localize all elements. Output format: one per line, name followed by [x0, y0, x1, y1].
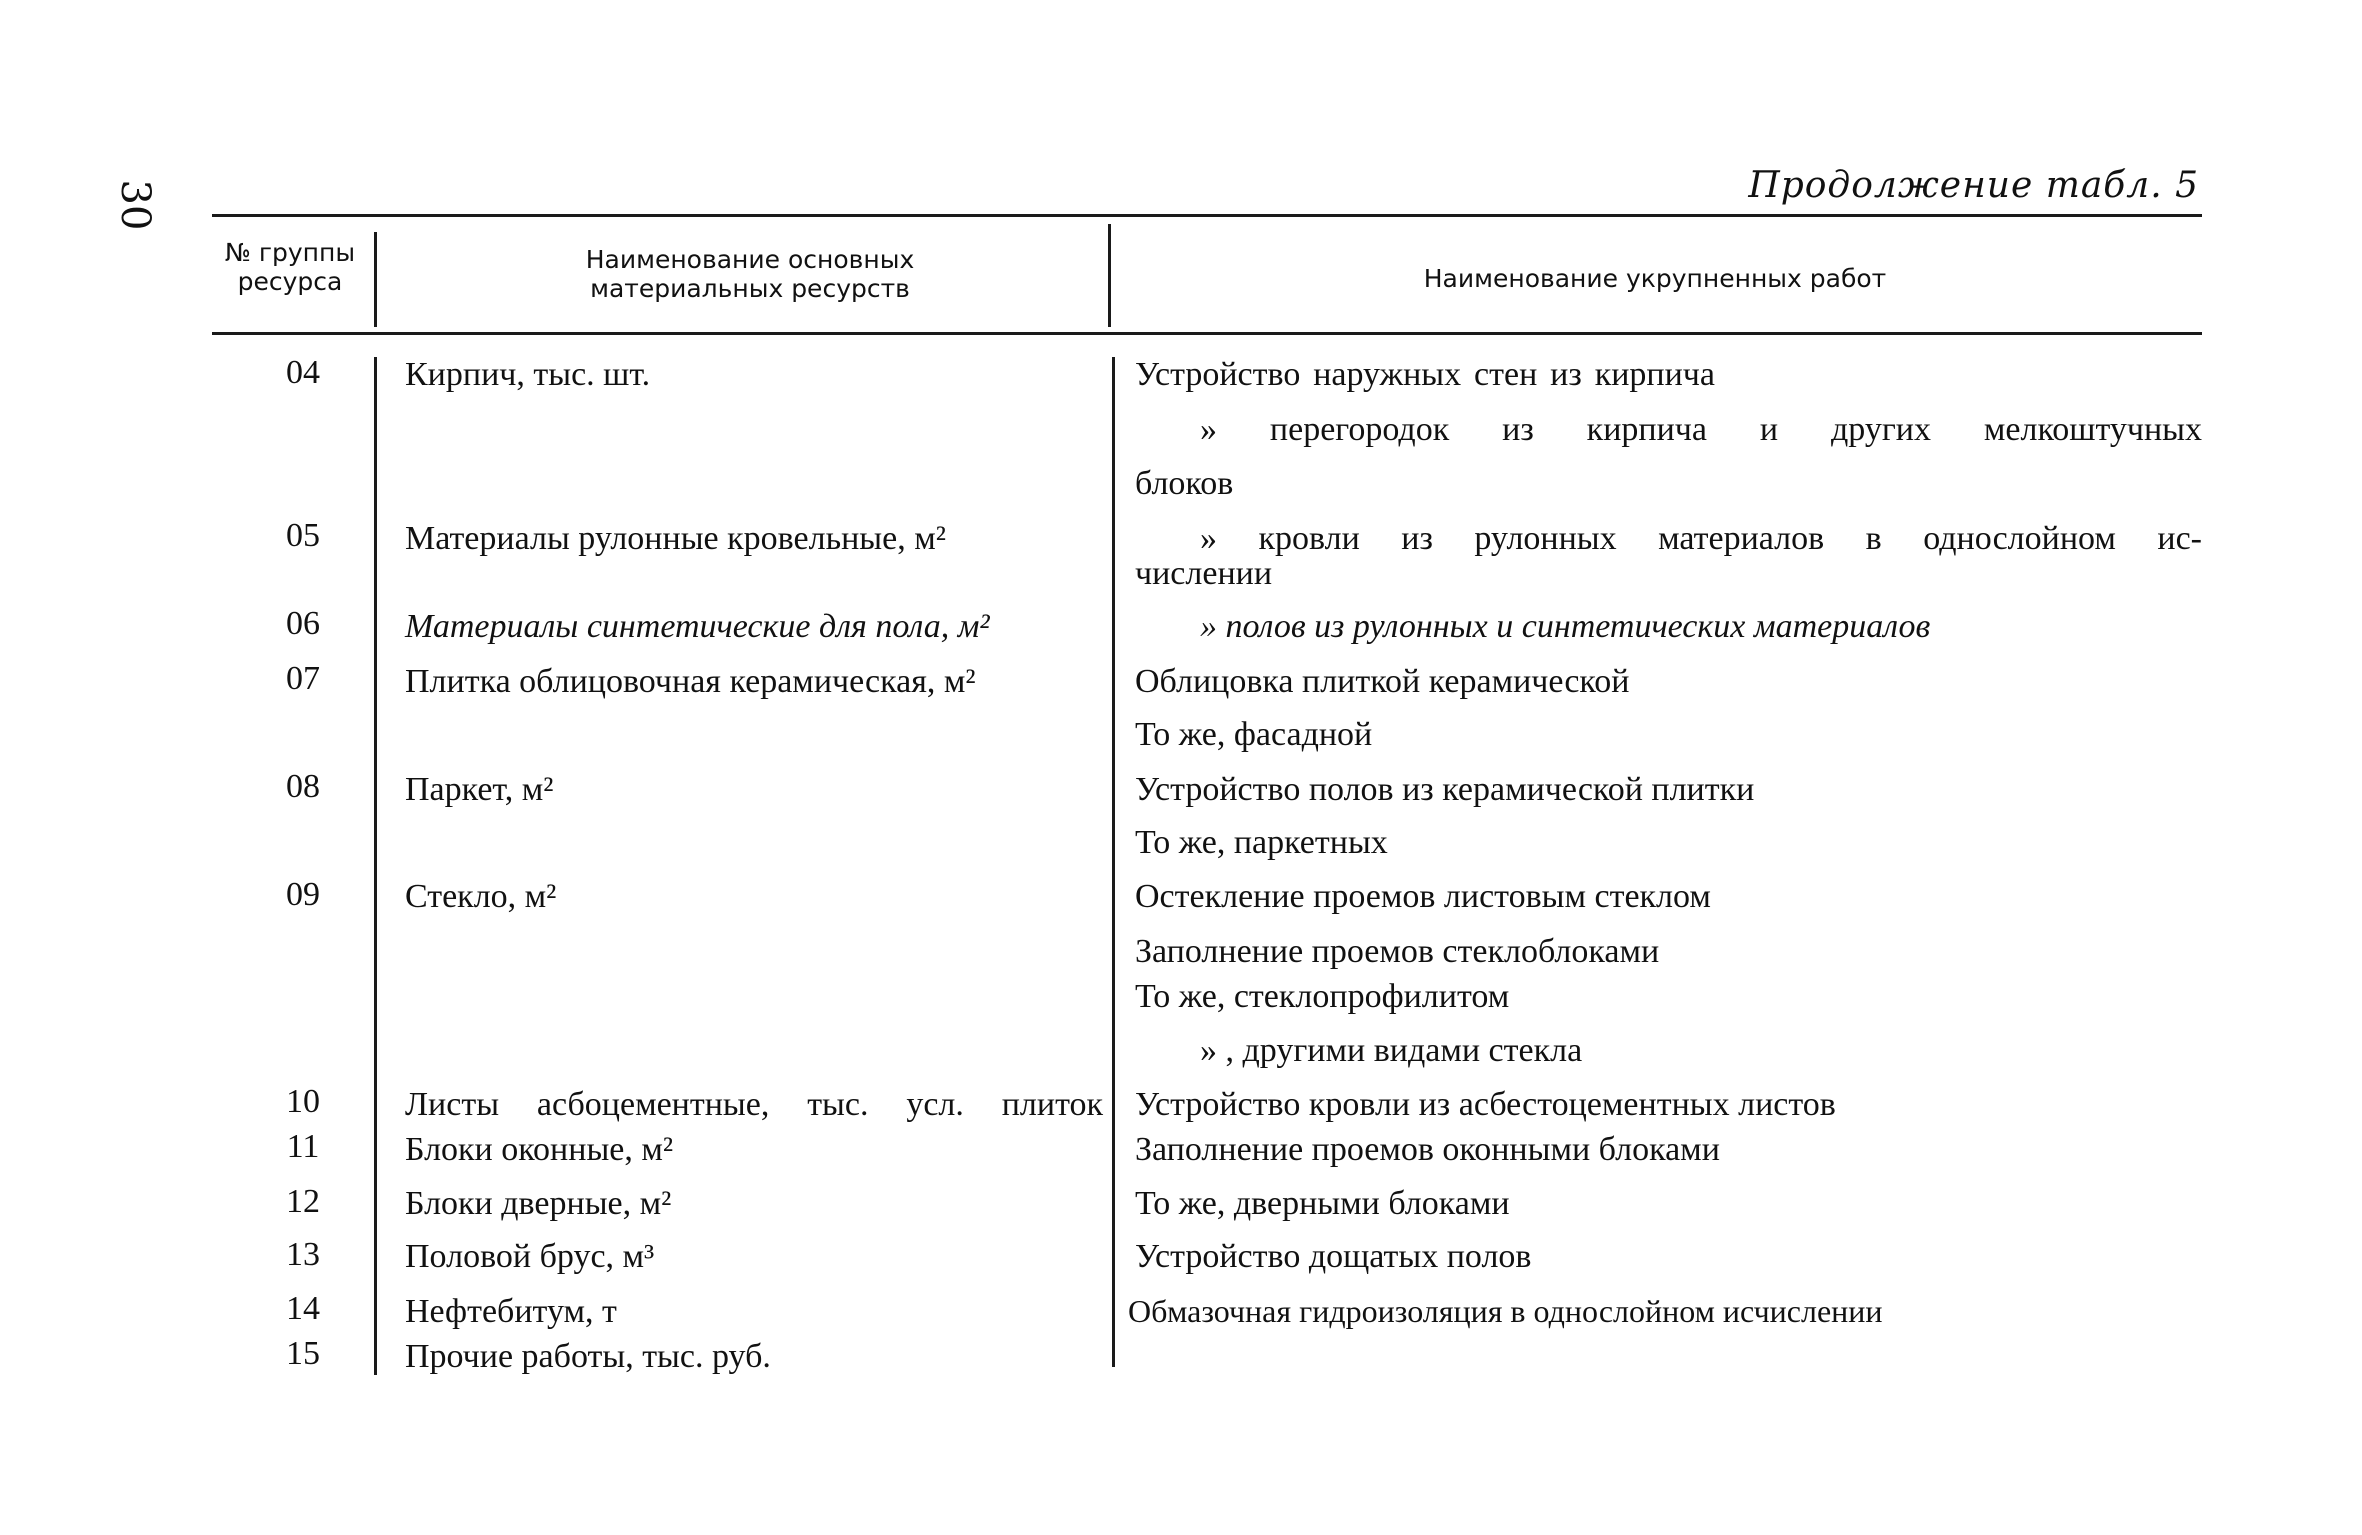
work-line: » перегородок из кирпича и других мелкоштучных	[1200, 411, 2202, 448]
resource-name: Кирпич, тыс. шт.	[405, 356, 651, 393]
work-line: Заполнение проемов стеклоблоками	[1135, 933, 1660, 970]
resource-name: Листы асбоцементные, тыс. усл. плиток	[405, 1086, 1103, 1123]
table-header-rule	[212, 332, 2202, 335]
work-line: блоков	[1135, 465, 1234, 502]
header-works: Наименование укрупненных работ	[1423, 264, 1887, 293]
work-line: То же, стеклопрофилитом	[1135, 978, 1510, 1015]
group-number: 05	[286, 517, 320, 554]
work-line: То же, дверными блоками	[1135, 1185, 1510, 1222]
group-number: 08	[286, 768, 320, 805]
work-line: То же, паркетных	[1135, 824, 1388, 861]
work-line: Устройство кровли из асбестоцементных листов	[1135, 1086, 1836, 1123]
group-number: 13	[286, 1236, 320, 1273]
table-top-rule	[212, 214, 2202, 217]
resource-name: Плитка облицовочная керамическая, м²	[405, 663, 976, 700]
work-line: Облицовка плиткой керамической	[1135, 663, 1630, 700]
group-number: 12	[286, 1183, 320, 1220]
group-number: 10	[286, 1083, 320, 1120]
work-line: числении	[1135, 555, 1273, 592]
table-continuation-caption: Продолжение табл. 5	[1748, 165, 2199, 206]
group-number: 15	[286, 1335, 320, 1372]
work-line: Устройство наружных стен из кирпича	[1135, 356, 1715, 393]
work-line: » , другими видами стекла	[1200, 1032, 1583, 1069]
work-line: Обмазочная гидроизоляция в однослойном исчислении	[1128, 1293, 1883, 1329]
header-divider-2	[1108, 224, 1111, 327]
group-number: 07	[286, 660, 320, 697]
resource-name: Прочие работы, тыс. руб.	[405, 1338, 771, 1375]
resource-name: Материалы синтетические для пола, м²	[405, 608, 990, 645]
header-resources: Наименование основных материальных ресурств	[585, 245, 915, 303]
resource-name: Стекло, м²	[405, 878, 557, 915]
resource-name: Блоки оконные, м²	[405, 1131, 674, 1168]
group-number: 04	[286, 354, 320, 391]
header-divider-1	[374, 232, 377, 327]
resource-name: Блоки дверные, м²	[405, 1185, 672, 1222]
group-number: 14	[286, 1290, 320, 1327]
work-line: Остекление проемов листовым стеклом	[1135, 878, 1711, 915]
body-divider-1	[374, 357, 377, 1375]
work-line: То же, фасадной	[1135, 716, 1373, 753]
group-number: 11	[286, 1128, 320, 1165]
resource-name: Паркет, м²	[405, 771, 554, 808]
header-group-number: № группы ресурса	[224, 238, 356, 296]
work-line: » кровли из рулонных материалов в однослойном ис-	[1200, 520, 2202, 557]
resource-name: Материалы рулонные кровельные, м²	[405, 520, 946, 557]
work-line: » полов из рулонных и синтетических материалов	[1200, 608, 1931, 645]
work-line: Устройство полов из керамической плитки	[1135, 771, 1755, 808]
body-divider-2	[1112, 357, 1115, 1367]
page-number: 30	[112, 179, 158, 231]
group-number: 06	[286, 605, 320, 642]
group-number: 09	[286, 876, 320, 913]
work-line: Заполнение проемов оконными блоками	[1135, 1131, 1720, 1168]
resource-name: Нефтебитум, т	[405, 1293, 617, 1330]
work-line: Устройство дощатых полов	[1135, 1238, 1532, 1275]
resource-name: Половой брус, м³	[405, 1238, 655, 1275]
